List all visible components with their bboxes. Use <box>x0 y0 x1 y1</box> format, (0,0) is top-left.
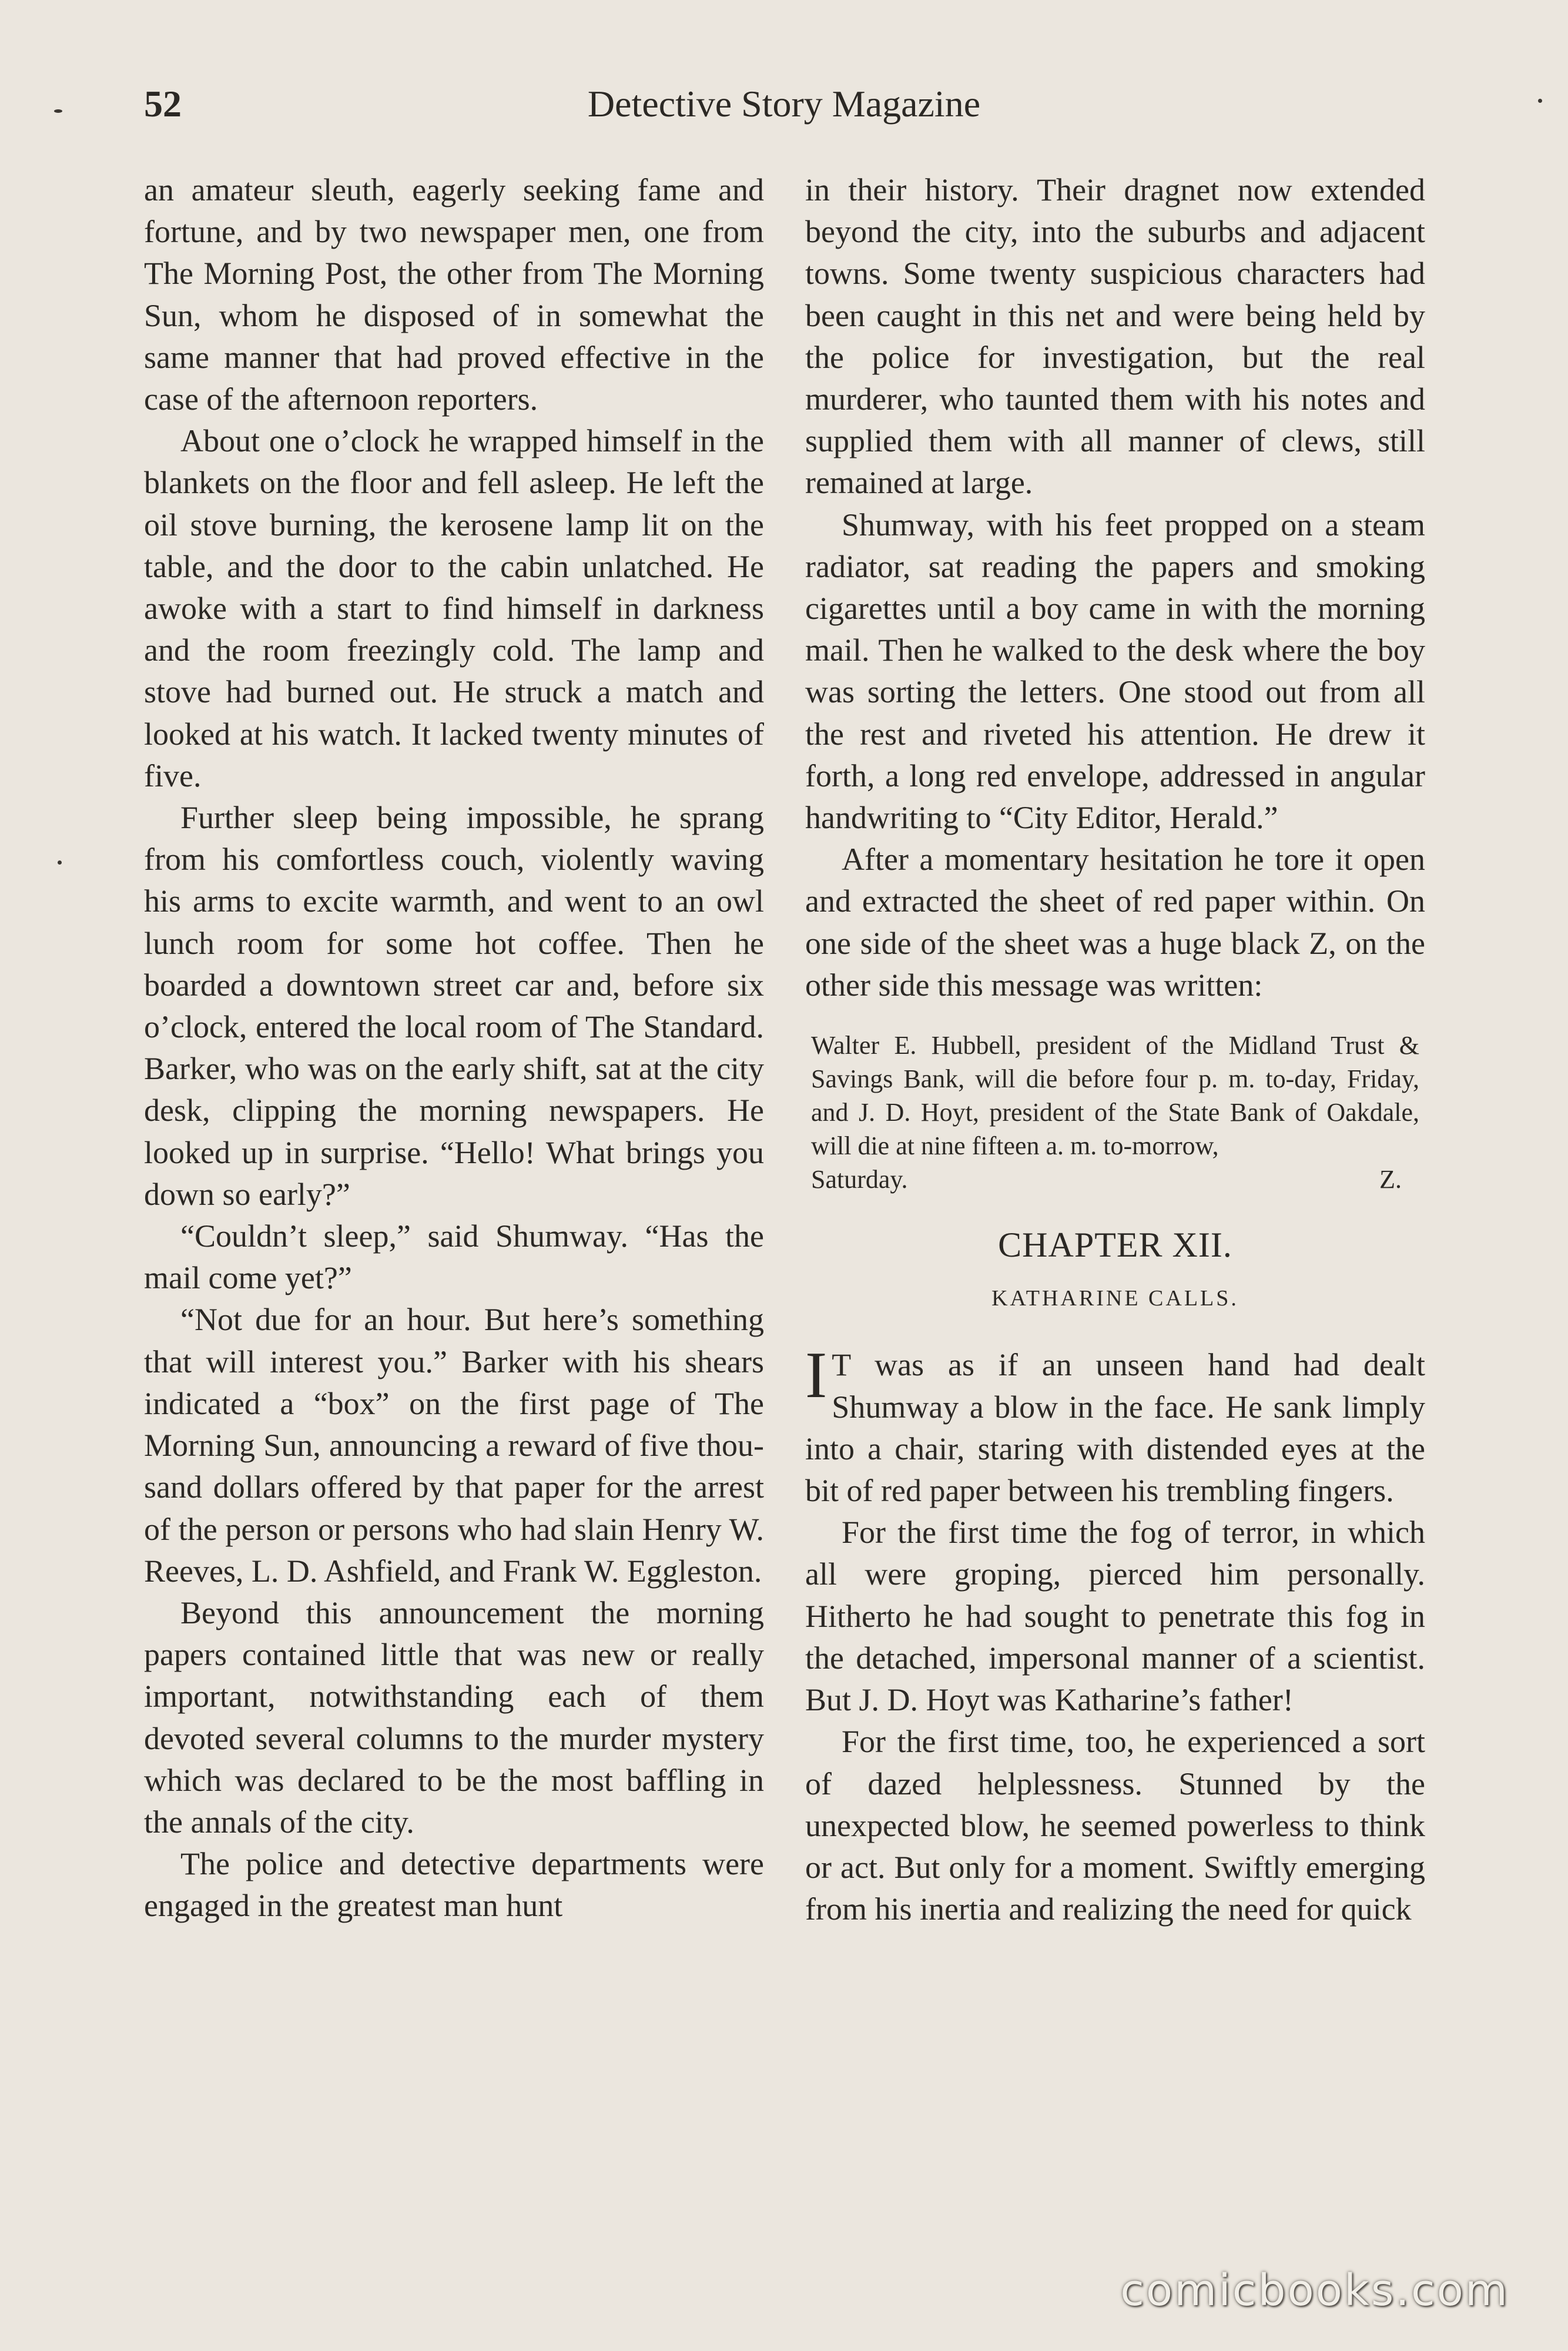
chapter-opening-paragraph <box>805 1339 1425 1512</box>
paragraph: “Couldn’t sleep,” said Shumway. “Has the mail come yet?” <box>144 1218 764 1296</box>
quote-signature: Z. <box>1379 1165 1402 1194</box>
paragraph: an amateur sleuth, eagerly seeking fame and fortune, and by two newspaper men, one from The Morning Post, the other from The Morning Sun, whom he disposed of in somewhat the same manner that had proved effective in the case of the afternoon reporters. <box>144 172 764 417</box>
paragraph: Further sleep being impossible, he sprang from his comfortless couch, violently waving his arms to excite warmth, and went to an owl lunch room for some hot coffee. Then he boarded a downtown street car and, before six o’clock, entered the local room of The Standard. Barker, who was on the early shift, sat at the city desk, clipping the morning newspapers. He looked up in surprise. “Hello! What brings you down so early?” <box>144 800 764 1212</box>
watermark: comicbooks.com <box>1120 2265 1509 2316</box>
page-number: 52 <box>144 83 182 125</box>
paragraph: Shumway, with his feet propped on a steam radiator, sat reading the papers and smoking cigarettes until a boy came in with the morning mail. Then he walked to the desk where the boy was sorting the letters. One stood out from all the rest and riveted his attention. He drew it forth, a long red envelope, addressed in angular handwriting to “City Editor, Herald.” <box>805 507 1425 836</box>
paragraph: For the first time, too, he experienced a sort of dazed helplessness. Stunned by the unexpected blow, he seemed powerless to think or act. But only for a moment. Swiftly emerging from his inertia and realizing the need for quick <box>805 1724 1425 1927</box>
magazine-title: Detective Story Magazine <box>587 83 981 125</box>
paragraph: After a momentary hesitation he tore it open and extracted the sheet of red paper within. On one side of the sheet was a huge black Z, on the other side this message was written: <box>805 842 1425 1003</box>
paragraph: in their history. Their dragnet now extended beyond the city, into the suburbs and adjacent towns. Some twenty suspicious characters had been caught in this net and were being held by the police for investigation, but the real murderer, who taunted them with his notes and supplied them with all manner of clews, still remained at large. <box>805 172 1425 501</box>
chapter-subtitle: KATHARINE CALLS. <box>991 1286 1239 1311</box>
right-column <box>805 169 1425 1930</box>
paragraph: Beyond this announcement the morning papers contained little that was new or really important, notwithstanding each of them devoted several columns to the murder mystery which was declared to be the most baffling in the annals of the city. <box>144 1595 764 1840</box>
paragraph: About one o’clock he wrapped himself in the blankets on the floor and fell asleep. He left the oil stove burning, the kerosene lamp lit on the table, and the door to the cabin unlatched. He awoke with a start to find himself in darkness and the room freezingly cold. The lamp and stove had burned out. He struck a match and looked at his watch. It lacked twenty minutes of five. <box>144 423 764 793</box>
left-column <box>144 169 764 1927</box>
chapter-title: CHAPTER XII. <box>998 1225 1232 1265</box>
ink-speck <box>54 109 62 113</box>
quote-last-line <box>811 1163 1419 1196</box>
quote-text: Walter E. Hubbell, president of the Midland Trust & Savings Bank, will die before four p. m. to-day, Friday, and J. D. Hoyt, president of the State Bank of Oakdale, will die at nine fifteen a. m. to-morrow, <box>811 1031 1419 1161</box>
page-header <box>144 82 1424 147</box>
ink-speck <box>1538 99 1542 103</box>
paragraph: For the first time the fog of terror, in which all were groping, pierced him personally. Hitherto he had sought to penetrate this fog in the detached, impersonal manner of a scientist. But J. D. Hoyt was Katharine’s father! <box>805 1515 1425 1718</box>
opening-text: T was as if an unseen hand had dealt Shumway a blow in the face. He sank limply into a chair, staring with distended eyes at the bit of red paper between his trembling fingers. <box>805 1347 1425 1509</box>
drop-cap: I <box>805 1339 827 1412</box>
ink-speck <box>58 860 62 865</box>
paragraph: The police and detective departments were engaged in the greatest man hunt <box>144 1846 764 1924</box>
paragraph: “Not due for an hour. But here’s something that will interest you.” Barker with his shears indicated a “box” on the first page of The Morning Sun, announcing a reward of five thousand dollars offered by that paper for the arrest of the person or persons who had slain Henry W. Reeves, L. D. Ashfield, and Frank W. Eggleston. <box>144 1302 764 1589</box>
letter-message-quote <box>805 1029 1425 1196</box>
quote-last-word: Saturday. <box>811 1165 908 1194</box>
